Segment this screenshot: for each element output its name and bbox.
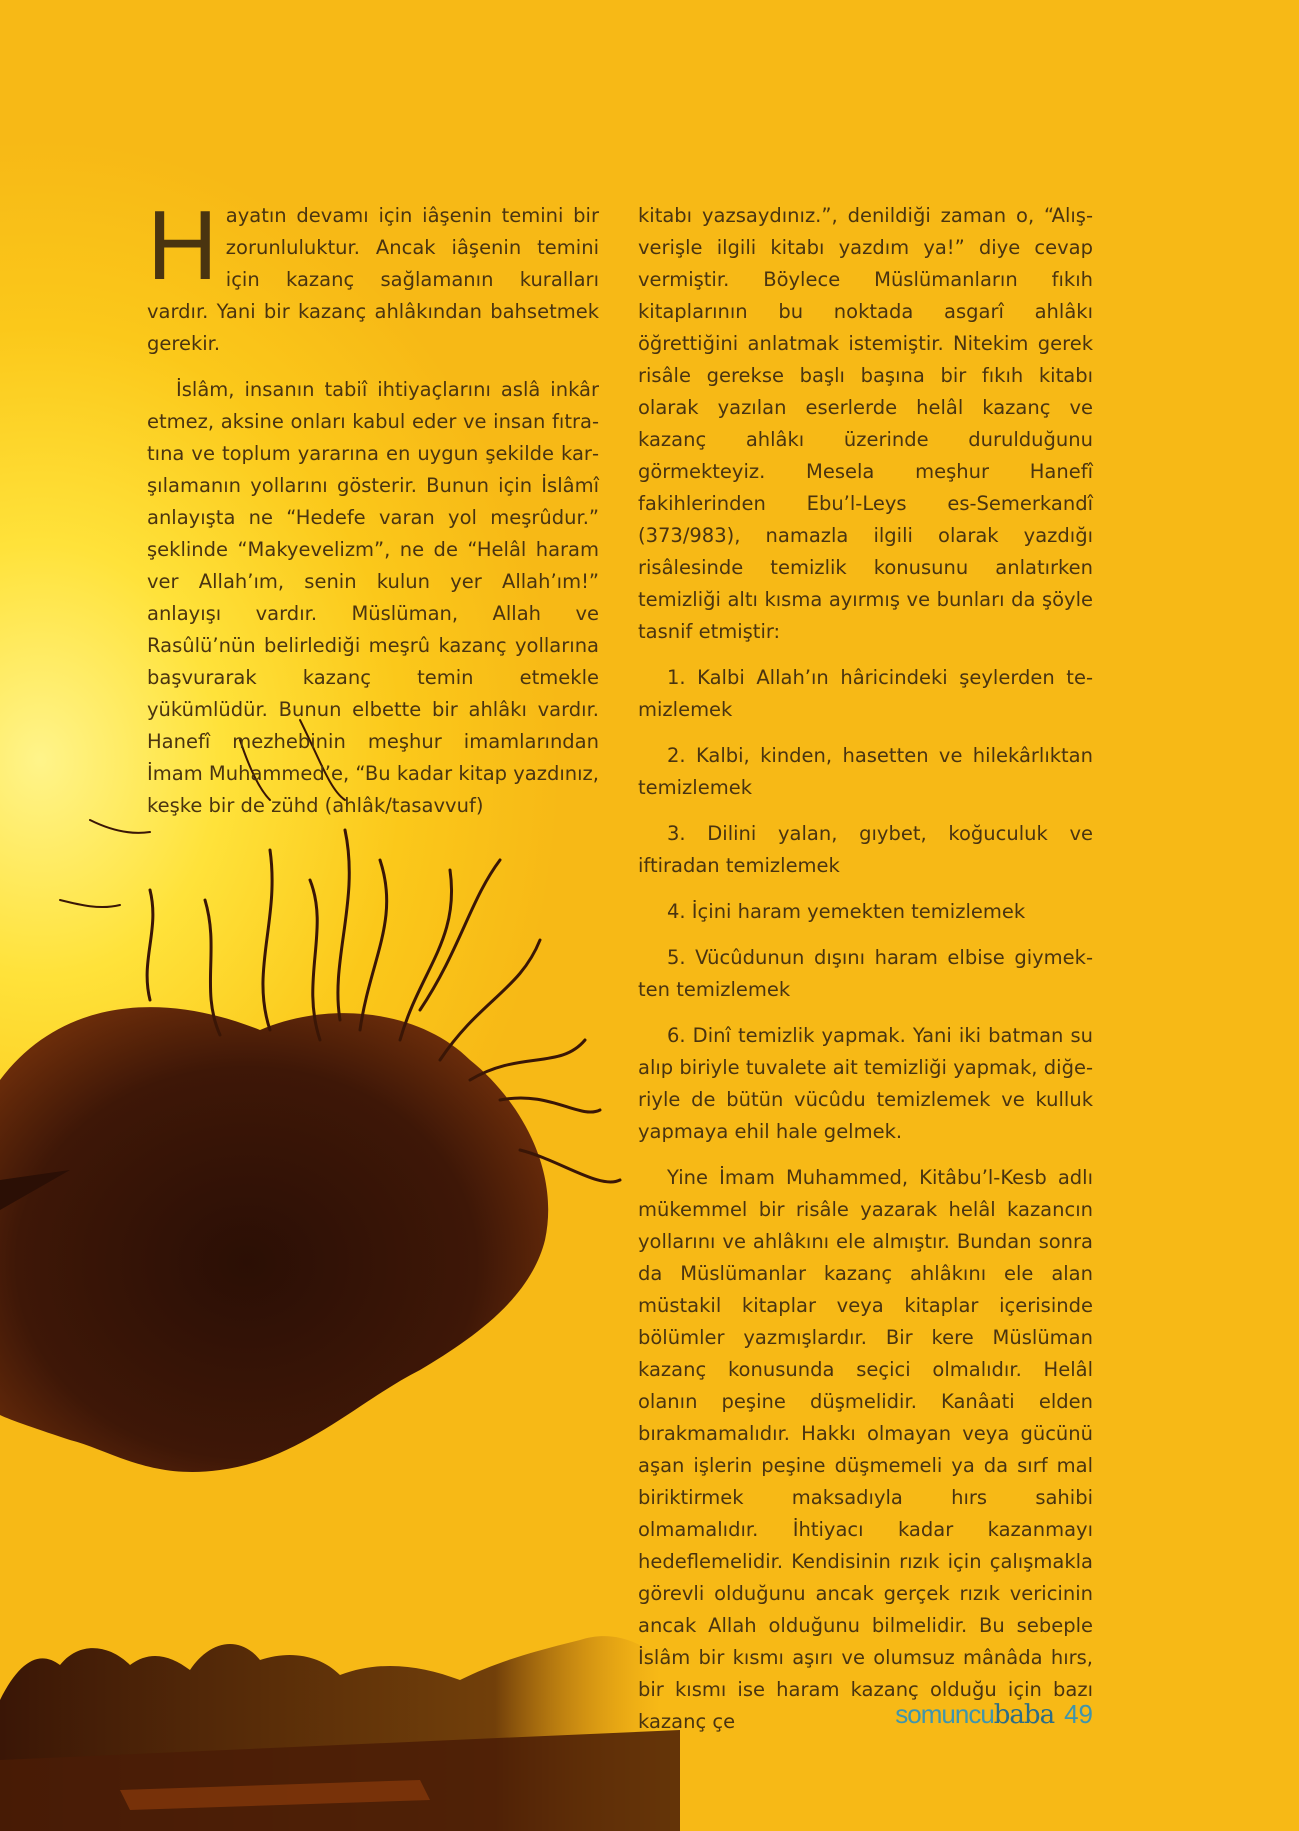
- logo-part-somuncu: somuncu: [895, 1699, 994, 1729]
- body-paragraph: İslâm, insanın tabiî ihtiyaçlarını aslâ inkâr etmez, aksine onları kabul eder ve insan fıtratına ve toplum yararına en uygun şekilde karşılamanın yollarını gösterir. Bunun için İslâmî anlayışta ne “Hedefe varan yol meşrûdur.” şeklinde “Makyevelizm”, ne de “Helâl haram ver Allah’ım, senin kulun yer Allah’ım!” anlayışı vardır. Müslüman, Allah ve Rasûlü’nün belirlediği meşrû kazanç yollarına başvurarak kazanç temin etmekle yükümlüdür. Bunun elbette bir ahlâkı vardır. Hanefî mezhebinin meşhur imamlarından İmam Muhammed’e, “Bu kadar kitap yazdınız, keşke bir de zühd (ahlâk/tasavvuf): [147, 378, 599, 817]
- drop-cap: H: [147, 190, 218, 300]
- text-column-right: [638, 200, 1093, 1752]
- intro-paragraph: [147, 190, 599, 360]
- list-item: 2. Kalbi, kinden, hasetten ve hilekârlıktan temizlemek: [638, 744, 1093, 799]
- horizon-trees: [0, 1636, 680, 1831]
- list-item: 1. Kalbi Allah’ın hâricindeki şeylerden temizlemek: [638, 666, 1093, 721]
- list-item: 4. İçini haram yemekten temizlemek: [667, 900, 1026, 923]
- list-item: 6. Dinî temizlik yapmak. Yani iki batman su alıp biriyle tuvalete ait temizliği yapmak, diğeriyle de bütün vücûdu temizlemek ve kulluk yapmaya ehil hale gelmek.: [638, 1024, 1093, 1143]
- intro-text: ayatın devamı için iâşenin temini bir zorunluluktur. Ancak iâşenin temini için kazanç sağlamanın kuralları vardır. Yani bir kazanç ahlâkından bahsetmek gerekir.: [147, 204, 599, 355]
- page-footer: [895, 1699, 1093, 1733]
- magazine-logo: [895, 1699, 1054, 1730]
- body-paragraph: Yine İmam Muhammed, Kitâbu’l-Kesb adlı mükemmel bir risâle yazarak helâl kazancın yollarını ve ahlâkını ele almıştır. Bundan sonra da Müslümanlar kazanç ahlâkını ele alan müstakil kitaplar veya kitaplar içerisinde bölümler yazmışlardır. Bir kere Müslüman kazanç konusunda seçici olmalıdır. Helâl olanın peşine düşmelidir. Kanâati elden bırakmamalıdır. Hakkı olmayan veya gücünü aşan işlerin peşine düşmemeli ya da sırf mal biriktirmek maksadıyla hırs sahibi olmamalıdır. İhtiyacı kadar kazanmayı hedeflemelidir. Kendisinin rızık için çalışmakla görevli olduğunu ancak gerçek rızık vericinin ancak Allah olduğunu bilmelidir. Bu sebeple İslâm bir kısmı aşırı ve olumsuz mânâda hırs, bir kısmı ise haram kazanç olduğu için bazı kazanç çe: [638, 1166, 1093, 1733]
- text-column-left: [147, 190, 599, 836]
- body-paragraph: kitabı yazsaydınız.”, denildiği zaman o, “Alış-verişle ilgili kitabı yazdım ya!” diye cevap vermiştir. Böylece Müslümanların fıkıh kitaplarının bu noktada asgarî ahlâkı öğrettiğini anlatmak istemiştir. Nitekim gerek risâle gerekse başlı başına bir fıkıh kitabı olarak yazılan eserlerde helâl kazanç ve kazanç ahlâkı üzerinde durulduğunu görmekteyiz. Mesela meşhur Hanefî fakihlerinden Ebu’l-Leys es-Semerkandî (373/983), namazla ilgili olarak yazdığı risâlesinde temizlik konusunu anlatırken temizliği altı kısma ayırmış ve bunları da şöyle tasnif etmiştir:: [638, 204, 1093, 643]
- list-item: 5. Vücûdunun dışını haram elbise giymekten temizlemek: [638, 946, 1093, 1001]
- page-number: 49: [1064, 1699, 1093, 1729]
- logo-part-baba: baba: [993, 1700, 1055, 1730]
- list-item: 3. Dilini yalan, gıybet, koğuculuk ve iftiradan temizlemek: [638, 822, 1093, 877]
